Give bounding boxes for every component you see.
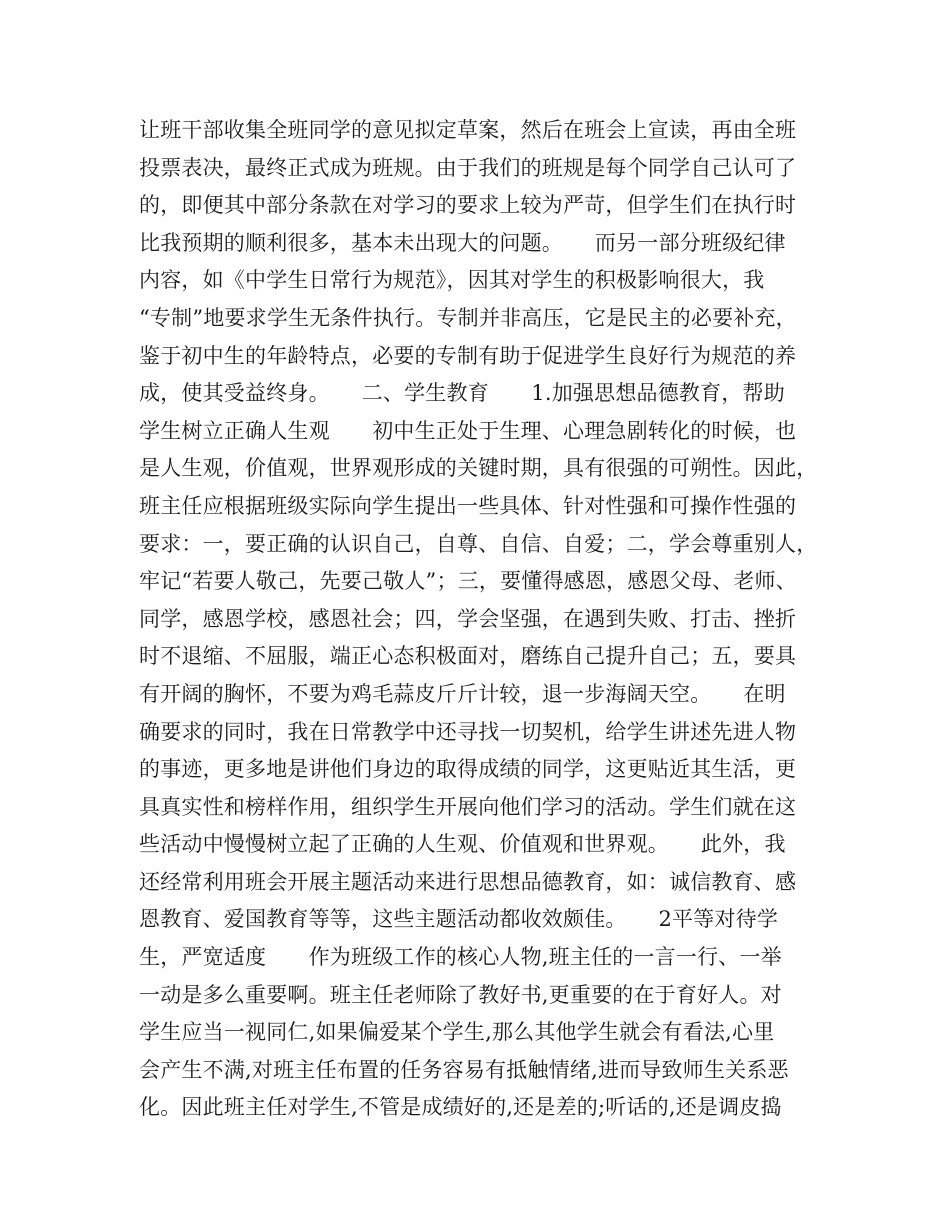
text-line: 些活动中慢慢树立起了正确的人生观、价值观和世界观。 此外，我 — [139, 832, 786, 857]
text-line: 确要求的同时，我在日常教学中还寻找一切契机，给学生讲述先进人物 — [139, 719, 797, 744]
text-line: 会产生不满,对班主任布置的任务容易有抵触情绪,进而导致师生关系恶 — [139, 1057, 789, 1082]
text-line: 的事迹，更多地是讲他们身边的取得成绩的同学，这更贴近其生活，更 — [139, 757, 797, 782]
text-line: 化。因此班主任对学生,不管是成绩好的,还是差的;听话的,还是调皮捣 — [139, 1095, 782, 1120]
text-line: 恩教育、爱国教育等等，这些主题活动都收效颇佳。 2平等对待学 — [139, 907, 779, 932]
text-line: 牢记“若要人敬己，先要己敬人”；三，要懂得感恩，感恩父母、老师、 — [139, 569, 797, 594]
text-line: 学生应当一视同仁,如果偏爱某个学生,那么其他学生就会有看法,心里 — [139, 1020, 775, 1045]
text-line: 班主任应根据班级实际向学生提出一些具体、针对性强和可操作性强的 — [139, 493, 797, 518]
text-line: 要求：一，要正确的认识自己，自尊、自信、自爱；二，学会尊重别人， — [139, 531, 818, 556]
text-line: 比我预期的顺利很多，基本未出现大的问题。 而另一部分班级纪律 — [139, 230, 786, 255]
text-line: 学生树立正确人生观 初中生正处于生理、心理急剧转化的时候，也 — [139, 418, 797, 443]
text-line: 是人生观，价值观，世界观形成的关键时期，具有很强的可朔性。因此， — [139, 456, 818, 481]
text-line: 生，严宽适度 作为班级工作的核心人物,班主任的一言一行、一举 — [139, 945, 782, 970]
text-line: “专制”地要求学生无条件执行。专制并非高压，它是民主的必要补充， — [139, 305, 797, 330]
text-line: 有开阔的胸怀，不要为鸡毛蒜皮斤斤计较，退一步海阔天空。 在明 — [139, 681, 786, 706]
body-text — [139, 112, 829, 1127]
text-line: 同学，感恩学校，感恩社会；四，学会坚强，在遇到失败、打击、挫折 — [139, 606, 797, 631]
text-line: 鉴于初中生的年龄特点，必要的专制有助于促进学生良好行为规范的养 — [139, 343, 797, 368]
text-line: 内容，如《中学生日常行为规范》，因其对学生的积极影响很大，我 — [139, 268, 765, 293]
text-line: 还经常利用班会开展主题活动来进行思想品德教育，如：诚信教育、感 — [139, 869, 797, 894]
text-line: 一动是多么重要啊。班主任老师除了教好书,更重要的在于育好人。对 — [139, 982, 782, 1007]
text-line: 成，使其受益终身。 二、学生教育 1.加强思想品德教育，帮助 — [139, 381, 785, 406]
text-line: 投票表决，最终正式成为班规。由于我们的班规是每个同学自己认可了 — [139, 155, 797, 180]
text-line: 的，即便其中部分条款在对学习的要求上较为严苛，但学生们在执行时 — [139, 193, 797, 218]
text-line: 时不退缩、不屈服，端正心态积极面对，磨练自己提升自己；五，要具 — [139, 644, 797, 669]
text-line: 让班干部收集全班同学的意见拟定草案，然后在班会上宣读，再由全班 — [139, 118, 797, 142]
text-line: 具真实性和榜样作用，组织学生开展向他们学习的活动。学生们就在这 — [139, 794, 797, 819]
